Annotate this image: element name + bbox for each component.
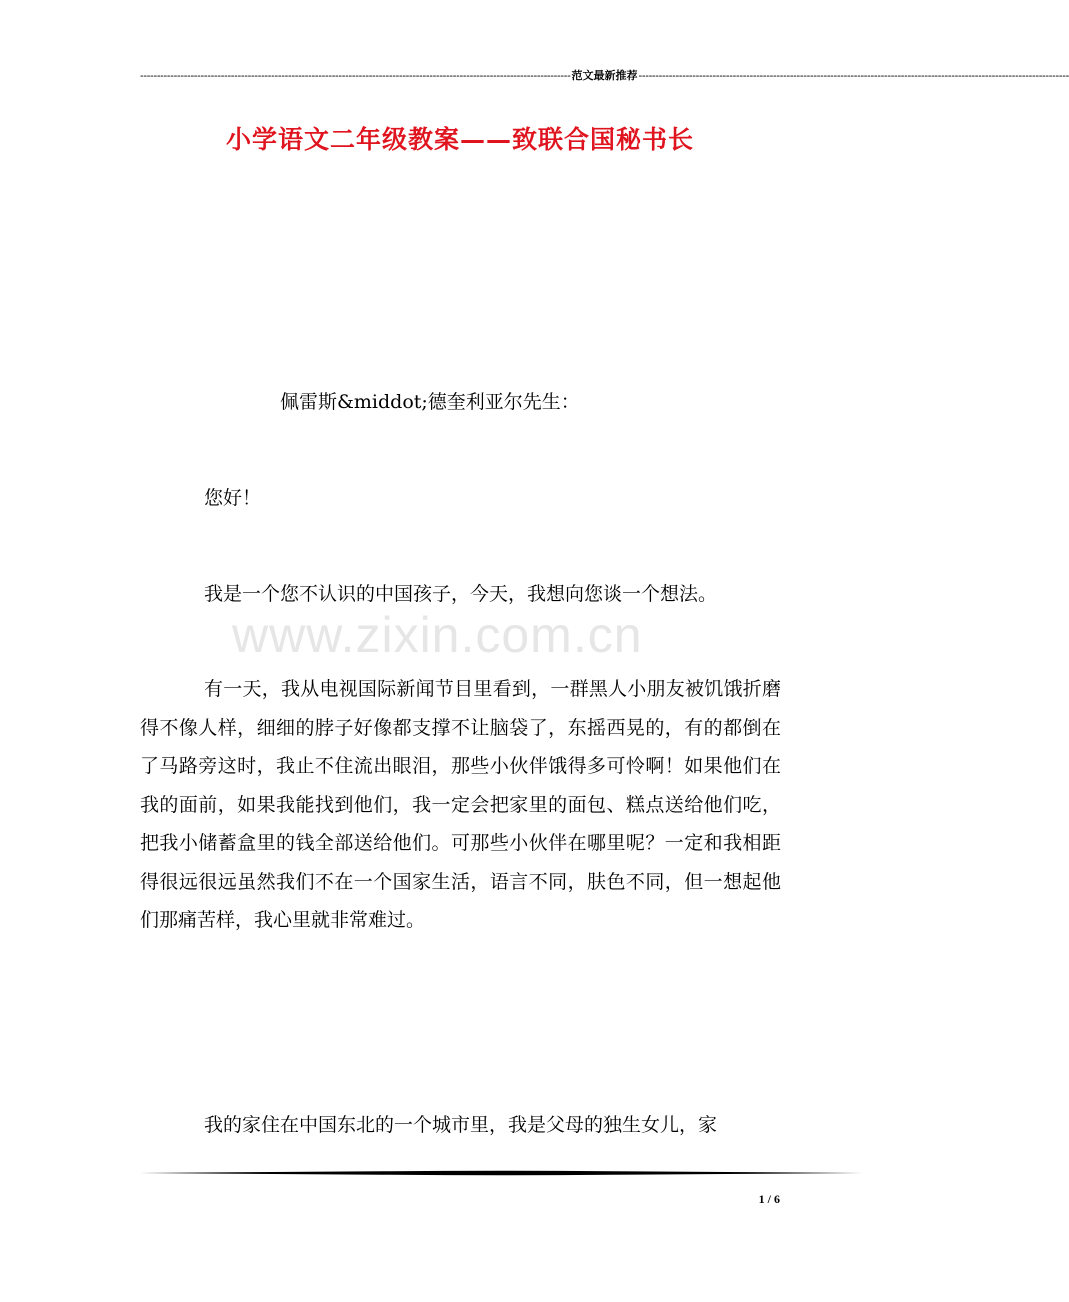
header-banner [140,68,1069,84]
watermark: www.zixin.com.cn [232,607,643,663]
paragraph-3: 我的家住在中国东北的一个城市里，我是父母的独生女儿，家 [204,1114,718,1136]
document-title: 小学语文二年级教案——致联合国秘书长 [225,125,694,154]
greeting: 您好！ [204,487,262,509]
footer-rule [140,1168,862,1178]
header-dashes-right: -------------------------------------------------------------------------------------------------------------------------------- [638,70,1069,82]
header-label: 范文最新推荐 [571,70,638,82]
header-dashes-left: -------------------------------------------------------------------------------------------------------------------------------- [140,70,571,82]
page-number: 1 / 6 [758,1192,780,1206]
salutation: 佩雷斯&middot;德奎利亚尔先生： [280,391,580,413]
paragraph-1: 我是一个您不认识的中国孩子，今天，我想向您谈一个想法。 [204,583,718,605]
paragraph-2: 有一天，我从电视国际新闻节目里看到，一群黑人小朋友被饥饿折磨得不像人样，细细的脖子好像都支撑不让脑袋了，东摇西晃的，有的都倒在了马路旁这时，我止不住流出眼泪，那些小伙伴饿得多可怜啊！如果他们在我的面前，如果我能找到他们，我一定会把家里的面包、糕点送给他们吃，把我小储蓄盒里的钱全部送给他们。可那些小伙伴在哪里呢？一定和我相距得很远很远虽然我们不在一个国家生活，语言不同，肤色不同，但一想起他们那痛苦样，我心里就非常难过。 [140,678,781,931]
